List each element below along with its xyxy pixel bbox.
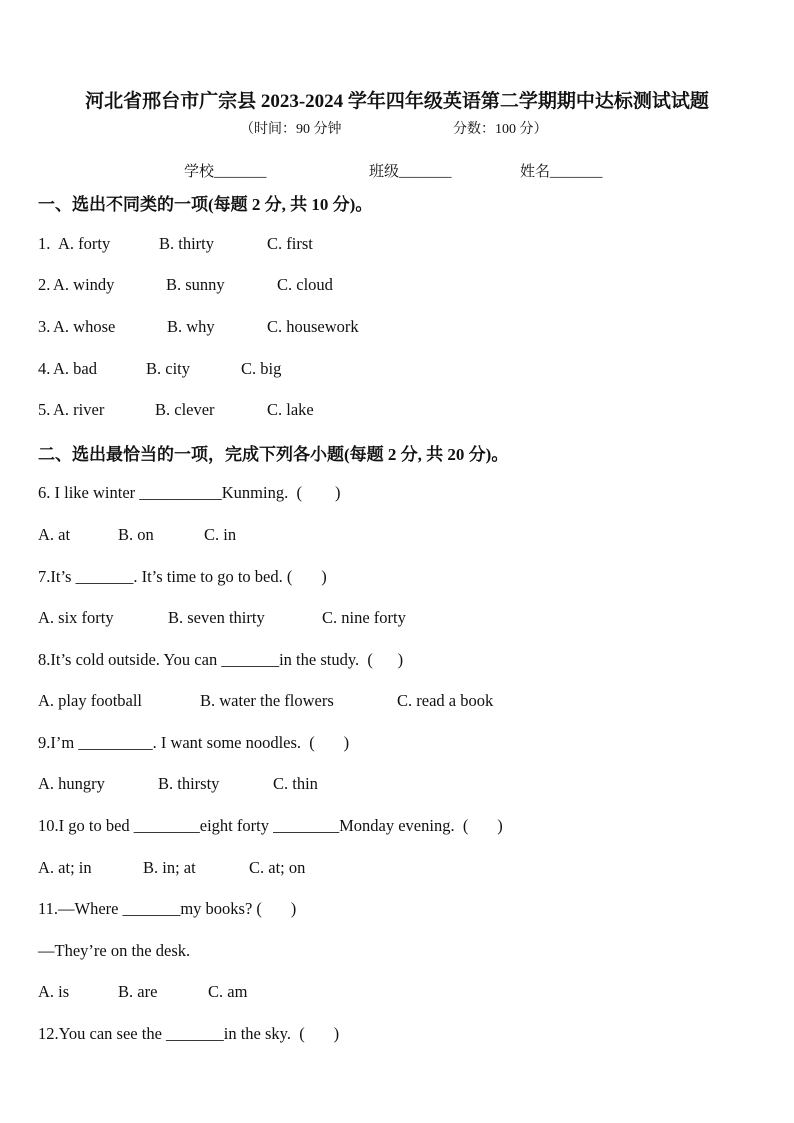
q10-option-b: B. in; at	[143, 858, 196, 877]
class-field: 班级_______	[369, 164, 452, 180]
question-6-stem: 6. I like winter __________Kunming. ( )	[38, 483, 341, 502]
section-2-heading: 二、选出最恰当的一项，完成下列各小题(每题 2 分, 共 20 分)。	[38, 445, 509, 464]
option-c: C. first	[267, 234, 313, 253]
option-a: A. windy	[53, 275, 115, 294]
q9-option-b: B. thirsty	[158, 774, 220, 793]
option-c: C. lake	[267, 400, 314, 419]
option-a: A. whose	[53, 317, 116, 336]
option-b: B. city	[146, 359, 190, 378]
q8-option-c: C. read a book	[397, 691, 494, 710]
q8-option-a: A. play football	[38, 691, 143, 710]
question-number: 5.	[38, 400, 51, 419]
q7-option-c: C. nine forty	[322, 608, 406, 627]
q9-option-a: A. hungry	[38, 774, 105, 793]
question-number: 4.	[38, 359, 51, 378]
option-c: C. housework	[267, 317, 359, 336]
q7-option-b: B. seven thirty	[168, 608, 265, 627]
q8-option-b: B. water the flowers	[200, 691, 334, 710]
q7-option-a: A. six forty	[38, 608, 114, 627]
question-number: 1.	[38, 234, 55, 253]
q11-option-a: A. is	[38, 982, 70, 1001]
question-number: 2.	[38, 275, 51, 294]
q9-option-c: C. thin	[273, 774, 318, 793]
q6-option-c: C. in	[204, 525, 237, 544]
question-9-stem: 9.I’m _________. I want some noodles. ( )	[38, 733, 350, 752]
q6-option-a: A. at	[38, 525, 71, 544]
option-b: B. sunny	[166, 275, 225, 294]
question-7-stem: 7.It’s _______. It’s time to go to bed. ( )	[38, 567, 327, 586]
option-b: B. why	[167, 317, 215, 336]
option-c: C. cloud	[277, 275, 333, 294]
option-c: C. big	[241, 359, 282, 378]
page-title: 河北省邢台市广宗县 2023-2024 学年四年级英语第二学期期中达标测试试题	[85, 91, 709, 112]
section-1-heading: 一、选出不同类的一项(每题 2 分, 共 10 分)。	[38, 195, 373, 214]
q10-option-a: A. at; in	[38, 858, 92, 877]
name-field: 姓名_______	[520, 164, 603, 180]
question-number: 3.	[38, 317, 51, 336]
option-a: A. bad	[53, 359, 97, 378]
question-11-reply: —They’re on the desk.	[38, 941, 191, 960]
question-12-stem: 12.You can see the _______in the sky. ( )	[38, 1024, 340, 1043]
exam-score: 分数：100 分）	[453, 122, 548, 137]
q6-option-b: B. on	[118, 525, 154, 544]
question-8-stem: 8.It’s cold outside. You can _______in the study. ( )	[38, 650, 404, 669]
option-b: B. thirty	[159, 234, 215, 253]
school-field: 学校_______	[184, 164, 267, 180]
option-a: A. river	[53, 400, 105, 419]
q11-option-c: C. am	[208, 982, 248, 1001]
question-10-stem: 10.I go to bed ________eight forty ________Monday evening. ( )	[38, 816, 503, 835]
option-a: A. forty	[58, 234, 111, 253]
question-11-stem: 11.—Where _______my books? ( )	[38, 899, 297, 918]
q11-option-b: B. are	[118, 982, 158, 1001]
q10-option-c: C. at; on	[249, 858, 306, 877]
exam-time: （时间：90 分钟	[240, 122, 342, 137]
option-b: B. clever	[155, 400, 215, 419]
